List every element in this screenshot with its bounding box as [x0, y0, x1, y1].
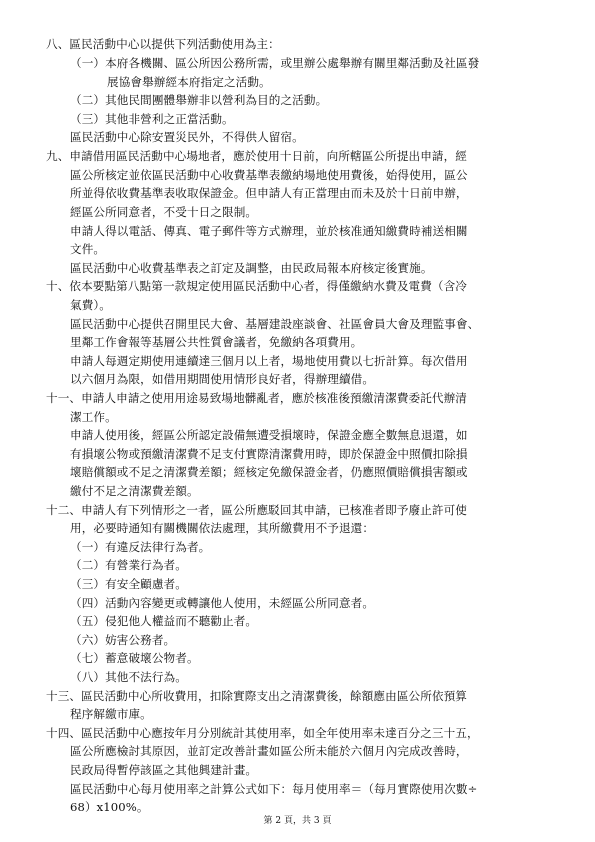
section-12-heading-cont: 用，必要時通知有關機關依法處理，其所繳費用不予退還：	[70, 521, 375, 535]
section-10-para-3: 申請人每週定期使用連續達三個月以上者，場地使用費以七折計算。每次借用	[70, 354, 468, 368]
section-8-item-1: （一）本府各機關、區公所因公務所需，或里辦公處舉辦有關里鄰活動及社區發	[70, 56, 480, 70]
section-11-para-2-line-2: 有損壞公物或預繳清潔費不足支付實際清潔費用時，即於保證金中照價扣除損	[70, 447, 468, 461]
section-12-item-3: （三）有安全顧慮者。	[70, 577, 187, 591]
section-9-para-3: 區民活動中心收費基準表之訂定及調整，由民政局報本府核定後實施。	[70, 261, 433, 275]
section-9-line-3: 所並得依收費基準表收取保證金。但申請人有正當理由而未及於十日前申辦，	[70, 186, 468, 200]
section-13-heading-cont: 程序解繳市庫。	[70, 707, 152, 721]
section-9-heading: 九、申請借用區民活動中心場地者，應於使用十日前，向所轄區公所提出申請，經	[46, 149, 467, 163]
section-11-heading: 十一、申請人申請之使用用途易致場地髒亂者，應於核准後預繳清潔費委託代辦清	[46, 391, 467, 405]
section-14-formula-cont: 68）x100%。	[70, 800, 149, 814]
section-12-item-6: （六）妨害公務者。	[70, 633, 176, 647]
section-12-item-7: （七）蓄意破壞公物者。	[70, 651, 199, 665]
section-11-para-2-line-3: 壞賠償額或不足之清潔費差額；經核定免繳保證金者，仍應照價賠償損害額或	[70, 465, 468, 479]
section-8-heading: 八、區民活動中心以提供下列活動使用為主：	[46, 37, 280, 51]
section-8-item-1-cont: 展協會舉辦經本府指定之活動。	[107, 75, 271, 89]
section-14-formula: 區民活動中心每月使用率之計算公式如下：每月使用率＝（每月實際使用次數÷	[70, 782, 478, 796]
section-11-para-2-line-4: 繳付不足之清潔費差額。	[70, 484, 199, 498]
section-9-line-2: 區公所核定並依區民活動中心收費基準表繳納場地使用費後，始得使用，區公	[70, 168, 468, 182]
section-11-para-2: 申請人使用後，經區公所認定設備無遭受損壞時，保證金應全數無息退還，如	[70, 428, 468, 442]
section-14-line-3: 民政局得暫停該區之其他興建計畫。	[70, 763, 258, 777]
section-12-item-5: （五）侵犯他人權益而不聽勸止者。	[70, 614, 258, 628]
section-12-item-4: （四）活動內容變更或轉讓他人使用，未經區公所同意者。	[70, 596, 375, 610]
section-12-heading: 十二、申請人有下列情形之一者，區公所應駁回其申請，已核准者即予廢止許可使	[46, 503, 467, 517]
section-9-para-2: 申請人得以電話、傳真、電子郵件等方式辦理，並於核准通知繳費時補送相關	[70, 224, 468, 238]
section-9-para-2-cont: 文件。	[70, 242, 106, 256]
section-8-note: 區民活動中心除安置災民外，不得供人留宿。	[70, 130, 304, 144]
section-10-para-3-cont: 以六個月為限，如借用期間使用情形良好者，得辦理續借。	[70, 372, 375, 386]
section-10-para-2: 區民活動中心提供召開里民大會、基層建設座談會、社區會員大會及理監事會、	[70, 317, 480, 331]
section-8-item-2: （二）其他民間團體舉辦非以營利為目的之活動。	[70, 93, 328, 107]
section-9-line-4: 經區公所同意者，不受十日之限制。	[70, 205, 258, 219]
section-14-line-2: 區公所應檢討其原因，並訂定改善計畫如區公所未能於六個月內完成改善時，	[70, 744, 468, 758]
section-13-heading: 十三、區民活動中心所收費用，扣除實際支出之清潔費後，餘額應由區公所依預算	[46, 689, 467, 703]
section-10-heading: 十、依本要點第八點第一款規定使用區民活動中心者，得僅繳納水費及電費（含冷	[46, 279, 467, 293]
section-10-heading-cont: 氣費）。	[70, 298, 111, 312]
section-11-heading-cont: 潔工作。	[70, 410, 117, 424]
section-8-item-3: （三）其他非營利之正當活動。	[70, 112, 234, 126]
section-12-item-2: （二）有營業行為者。	[70, 558, 187, 572]
section-14-heading: 十四、區民活動中心應按年月分別統計其使用率，如全年使用率未達百分之三十五，	[46, 726, 479, 740]
section-12-item-1: （一）有違反法律行為者。	[70, 540, 211, 554]
section-12-item-8: （八）其他不法行為。	[70, 670, 187, 684]
section-10-para-2-cont: 里鄰工作會報等基層公共性質會議者，免繳納各項費用。	[70, 335, 363, 349]
page-footer: 第 2 頁，共 3 頁	[263, 816, 332, 826]
